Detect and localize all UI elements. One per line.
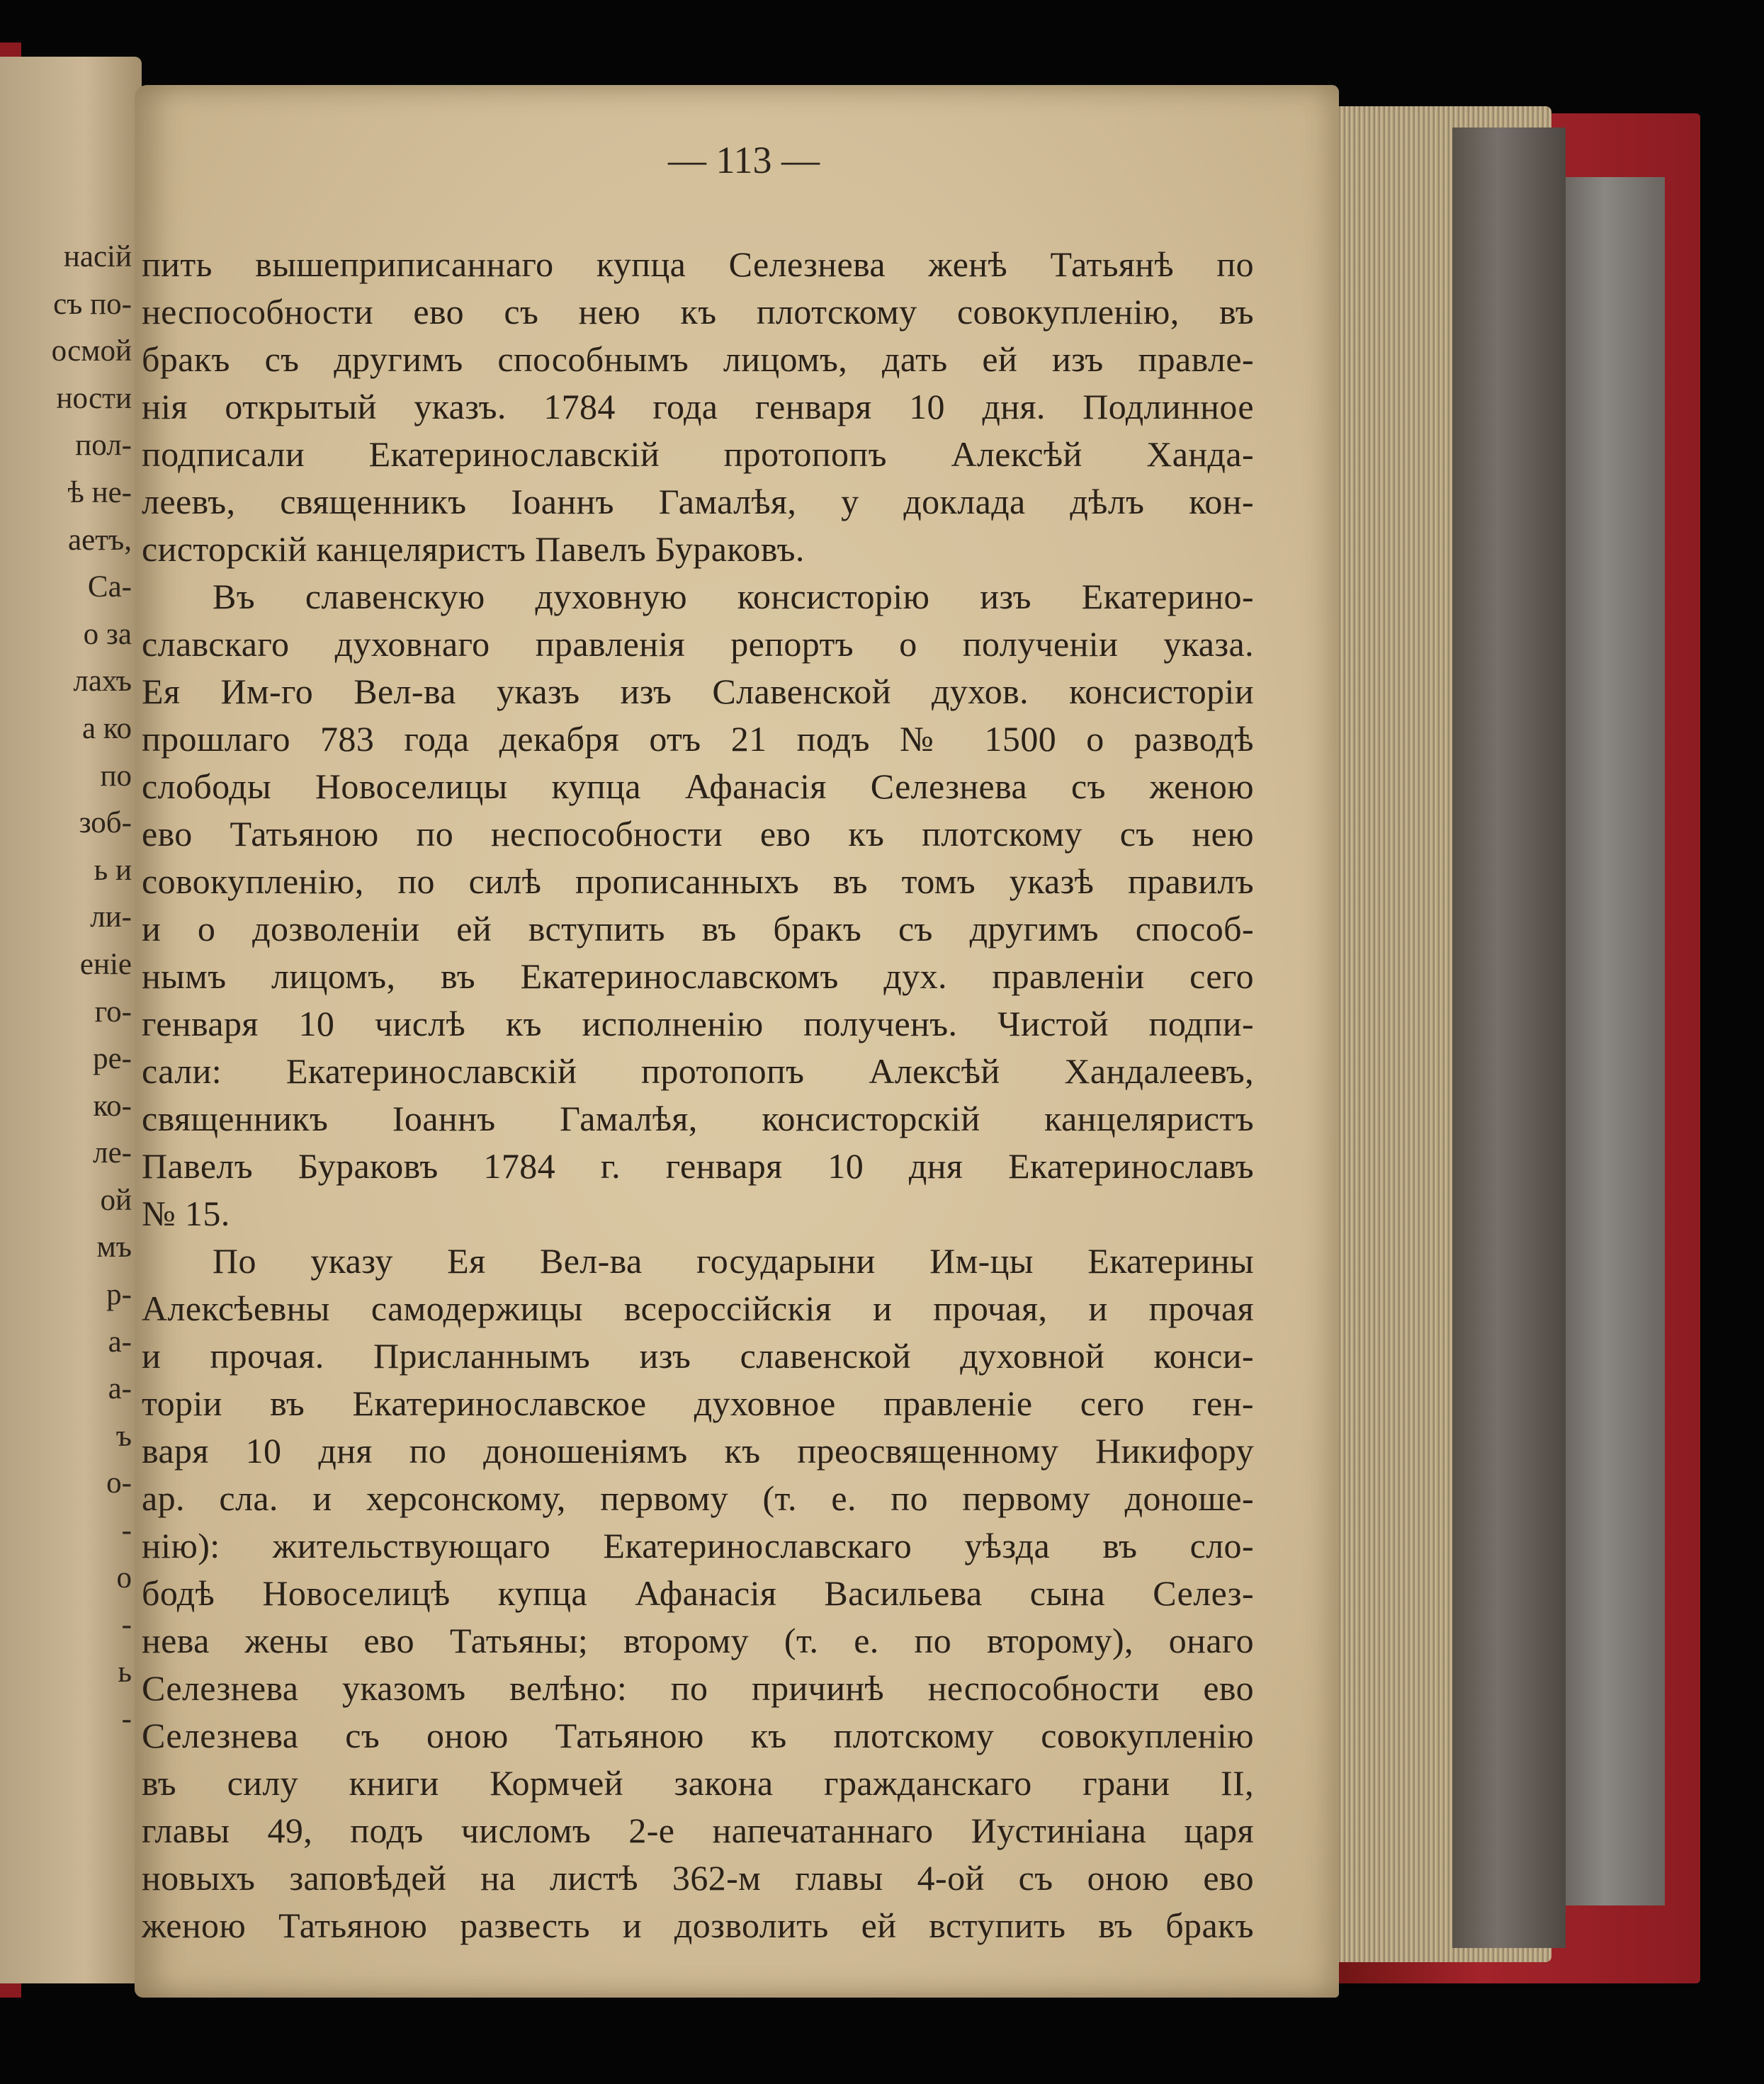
left-text-fragment: еніе [79,947,132,981]
text-line: славскаго духовнаго правленія репортъ о полученіи указа. [142,624,1254,664]
text-line: торіи въ Екатеринославское духовное правленіе сего ген- [142,1383,1254,1423]
left-text-fragment: мъ [96,1230,132,1264]
text-line: Селезнева указомъ велѣно: по причинѣ неспособности ево [142,1668,1254,1708]
text-line: Павелъ Бураковъ 1784 г. генваря 10 дня Екатеринославъ [142,1146,1254,1186]
left-text-fragment: зоб- [79,806,132,840]
text-line: Алексѣевны самодержицы всероссійскія и прочая, и прочая [142,1289,1254,1328]
left-text-fragment: ности [56,381,132,415]
text-line: въ силу книги Кормчей закона гражданскаго грани II, [142,1763,1254,1803]
left-page-text [4,234,132,1743]
left-text-fragment: - [121,1608,132,1642]
left-text-fragment: по [100,759,132,793]
text-line: нію): жительствующаго Екатеринославскаго уѣзда въ сло- [142,1526,1254,1565]
left-text-fragment: ой [100,1183,132,1217]
left-text-fragment: насій [63,240,132,273]
text-line: Селезнева съ оною Татьяною къ плотскому совокупленію [142,1716,1254,1755]
text-line: и о дозволеніи ей вступить въ бракъ съ другимъ способ- [142,909,1254,948]
text-line: пить вышеприписаннаго купца Селезнева женѣ Татьянѣ по [142,244,1254,284]
page-number: — 113 — [668,139,820,181]
left-text-fragment: а- [108,1325,132,1359]
left-text-fragment: ли- [90,900,132,934]
left-text-fragment: ѣ не- [67,475,132,509]
text-line: По указу Ея Вел-ва государыни Им-цы Екатерины [213,1241,1254,1281]
text-line: систорскій канцеляристъ Павелъ Бураковъ. [142,529,805,569]
text-line: сали: Екатеринославскій протопопъ Алексѣй Хандалеевъ, [142,1051,1254,1091]
left-text-fragment: - [121,1702,132,1736]
left-text-fragment: о [116,1561,132,1595]
left-text-fragment: а- [108,1372,132,1406]
left-text-fragment: ко- [93,1089,132,1123]
left-text-fragment: а ко [81,711,132,745]
left-text-fragment: р- [106,1278,132,1312]
left-text-fragment: о- [106,1466,132,1500]
left-text-fragment: пол- [75,429,132,463]
text-line: неспособности ево съ нею къ плотскому совокупленію, въ [142,292,1254,332]
page-edges-shadow [1452,128,1566,1948]
text-line: нымъ лицомъ, въ Екатеринославскомъ дух. правленіи сего [142,956,1254,996]
left-text-fragment: - [121,1514,132,1548]
text-line: бракъ съ другимъ способнымъ лицомъ, дать ей изъ правле- [142,339,1254,379]
left-text-fragment: ре- [93,1042,132,1076]
text-line: совокупленію, по силѣ прописанныхъ въ томъ указѣ правилъ [142,861,1254,901]
left-text-fragment: Са- [87,570,132,604]
left-text-fragment: ле- [93,1136,132,1170]
text-line: главы 49, подъ числомъ 2-е напечатаннаго Иустиніана царя [142,1811,1254,1850]
text-line: варя 10 дня по доношеніямъ къ преосвященному Никифору [142,1431,1254,1471]
page-body-text [142,241,1254,1949]
left-text-fragment: лахъ [73,664,132,698]
text-line: слободы Новоселицы купца Афанасія Селезнева съ женою [142,766,1254,806]
text-line: женою Татьяною развесть и дозволить ей вступить въ бракъ [142,1905,1254,1945]
text-line: генваря 10 числѣ къ исполненію полученъ. Чистой подпи- [142,1004,1254,1043]
text-line: новыхъ заповѣдей на листѣ 362-м главы 4-ой съ оною ево [142,1858,1254,1898]
text-line: подписали Екатеринославскій протопопъ Алексѣй Ханда- [142,434,1254,474]
left-text-fragment: съ по- [53,287,132,321]
left-text-fragment: аетъ, [68,523,132,557]
left-text-fragment: ъ [115,1419,132,1453]
text-line: нія открытый указъ. 1784 года генваря 10 дня. Подлинное [142,387,1254,426]
left-text-fragment: осмой [51,334,132,368]
text-line: Въ славенскую духовную консисторію изъ Екатерино- [213,577,1254,616]
text-line: нева жены ево Татьяны; второму (т. е. по второму), онаго [142,1621,1254,1660]
left-page [0,57,142,1983]
left-text-fragment: о за [83,617,132,651]
text-line: бодѣ Новоселицѣ купца Афанасія Васильева сына Селез- [142,1573,1254,1613]
left-text-fragment: ь [118,1655,132,1689]
text-line: Ея Им-го Вел-ва указъ изъ Славенской духов. консисторіи [142,672,1254,711]
text-line: прошлаго 783 года декабря отъ 21 подъ № 1500 о разводѣ [142,719,1254,759]
left-text-fragment: ь и [94,853,132,887]
text-line: и прочая. Присланнымъ изъ славенской духовной конси- [142,1336,1254,1376]
text-line: священникъ Іоаннъ Гамалѣя, консисторскій канцеляристъ [142,1099,1254,1138]
text-line: ево Татьяною по неспособности ево къ плотскому съ нею [142,814,1254,854]
text-line: ар. сла. и херсонскому, первому (т. е. по первому доноше- [142,1478,1254,1518]
left-text-fragment: го- [94,995,132,1029]
text-line: леевъ, священникъ Іоаннъ Гамалѣя, у доклада дѣлъ кон- [142,482,1254,521]
text-line: № 15. [142,1194,230,1233]
